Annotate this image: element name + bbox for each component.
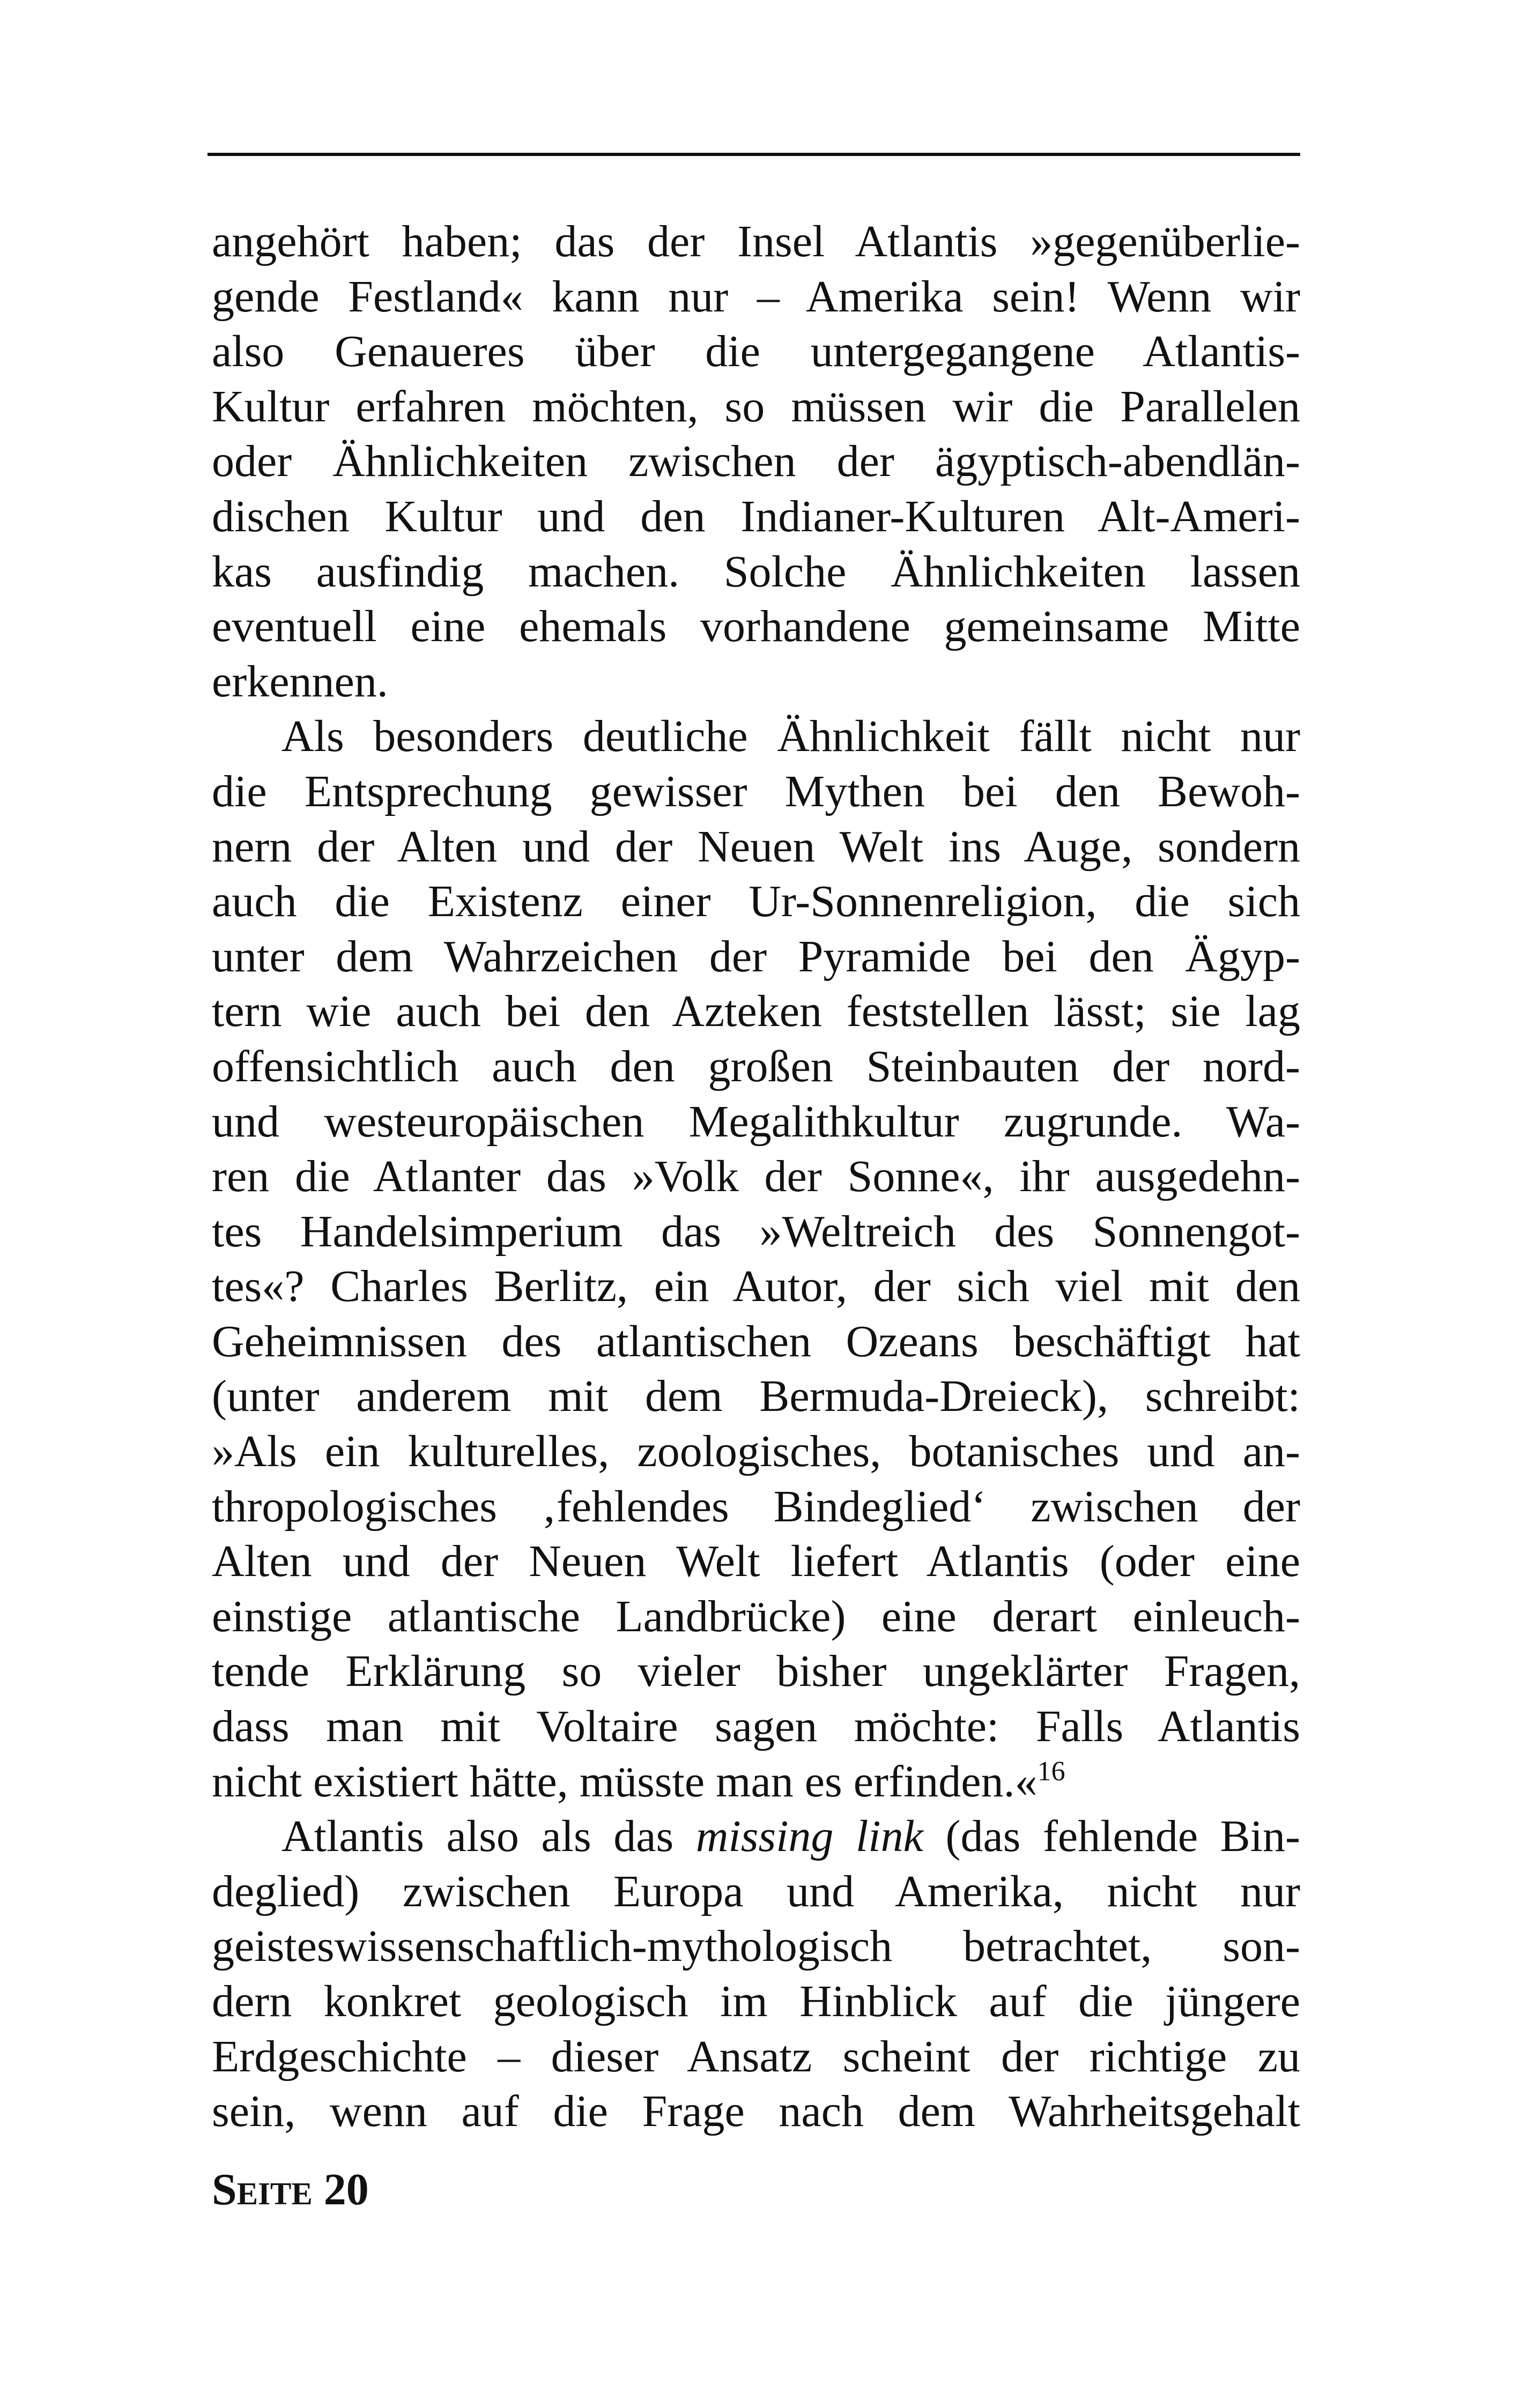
text-line: kas ausfindig machen. Solche Ähnlichkeiten lassen (212, 546, 1300, 597)
text-line: nern der Alten und der Neuen Welt ins Auge, sondern (212, 821, 1300, 872)
text-line: unter dem Wahrzeichen der Pyramide bei den Ägyp- (212, 931, 1300, 982)
text-line: tende Erklärung so vieler bisher ungeklärter Fragen, (212, 1646, 1300, 1697)
page-number: Seite 20 (212, 2165, 369, 2214)
text-line: thropologisches ‚fehlendes Bindeglied‘ zwischen der (212, 1481, 1300, 1532)
text-line: erkennen. (212, 656, 388, 707)
text-line: Als besonders deutliche Ähnlichkeit fällt nicht nur (281, 711, 1300, 762)
text-line: auch die Existenz einer Ur-Sonnenreligion, die sich (212, 876, 1300, 927)
text-line: angehört haben; das der Insel Atlantis »gegenüberlie- (212, 217, 1300, 266)
italic-term: missing link (695, 1811, 923, 1862)
text-line: sein, wenn auf die Frage nach dem Wahrheitsgehalt (212, 2086, 1300, 2137)
text-line: dass man mit Voltaire sagen möchte: Falls Atlantis (212, 1701, 1300, 1752)
text-line: »Als ein kulturelles, zoologisches, botanisches und an- (212, 1426, 1300, 1477)
text-line: gende Festland« kann nur – Amerika sein! Wenn wir (212, 271, 1300, 322)
text-segment: Atlantis also als das (281, 1811, 696, 1862)
text-line: dischen Kultur und den Indianer-Kulturen Alt-Ameri- (212, 491, 1300, 541)
text-line: (unter anderem mit dem Bermuda-Dreieck), schreibt: (212, 1371, 1300, 1422)
text-line: die Entsprechung gewisser Mythen bei den Bewoh- (212, 766, 1300, 816)
text-line: und westeuropäischen Megalithkultur zugrunde. Wa- (212, 1096, 1300, 1147)
text-line: tes«? Charles Berlitz, ein Autor, der sich viel mit den (212, 1261, 1300, 1312)
text-line: einstige atlantische Landbrücke) eine derart einleuch- (212, 1591, 1300, 1641)
header-rule (208, 153, 1300, 156)
text-line: ren die Atlanter das »Volk der Sonne«, ihr ausgedehn- (212, 1151, 1300, 1202)
text-line (212, 1755, 1300, 1810)
text-line: also Genaueres über die untergegangene Atlantis- (212, 326, 1300, 377)
text-line: eventuell eine ehemals vorhandene gemeinsame Mitte (212, 601, 1300, 652)
text-line: tern wie auch bei den Azteken feststellen lässt; sie lag (212, 986, 1300, 1037)
text-line: deglied) zwischen Europa und Amerika, nicht nur (212, 1866, 1300, 1916)
text-line (212, 1809, 1300, 1864)
text-line: Erdgeschichte – dieser Ansatz scheint der richtige zu (212, 2031, 1300, 2082)
text-line: dern konkret geologisch im Hinblick auf die jüngere (212, 1976, 1300, 2026)
text-line: Geheimnissen des atlantischen Ozeans beschäftigt hat (212, 1316, 1300, 1366)
text-line: Alten und der Neuen Welt liefert Atlantis (oder eine (212, 1536, 1300, 1587)
body-text (212, 214, 1300, 2139)
text-line-content: nicht existiert hätte, müsste man es erfinden.« (212, 1756, 1038, 1807)
footnote-marker: 16 (1037, 1756, 1065, 1787)
text-line: oder Ähnlichkeiten zwischen der ägyptisch-abendlän- (212, 436, 1300, 487)
text-line: offensichtlich auch den großen Steinbauten der nord- (212, 1041, 1300, 1091)
text-line: Kultur erfahren möchten, so müssen wir die Parallelen (212, 381, 1300, 432)
text-line: geisteswissenschaftlich-mythologisch betrachtet, son- (212, 1921, 1300, 1972)
text-segment: (das fehlende Bin- (923, 1811, 1300, 1862)
text-line: tes Handelsimperium das »Weltreich des Sonnengot- (212, 1206, 1300, 1257)
